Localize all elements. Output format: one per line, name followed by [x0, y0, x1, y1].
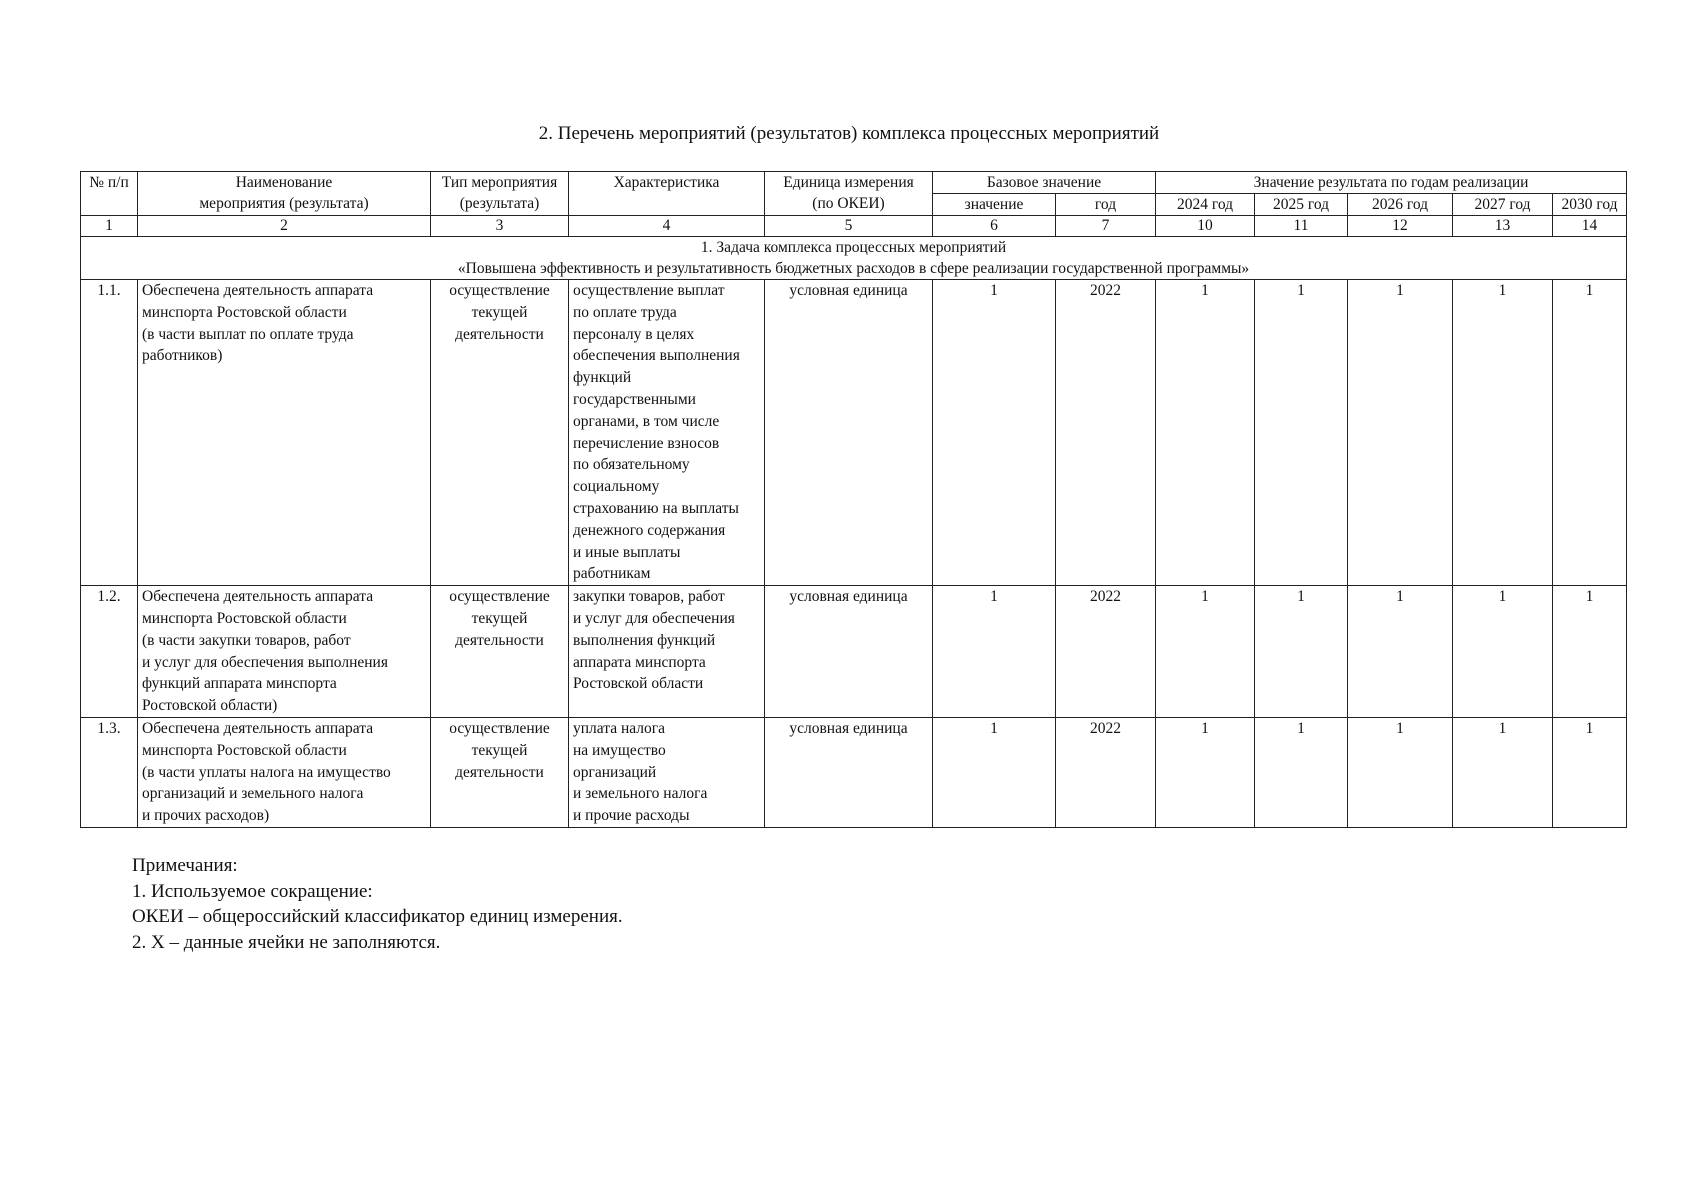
column-numbers-row	[81, 216, 1627, 237]
row-year-value: 1	[1553, 717, 1627, 827]
row-year-value: 1	[1453, 280, 1553, 586]
header-row-1	[81, 172, 1627, 194]
header-year: 2024 год	[1156, 194, 1255, 216]
column-number: 14	[1553, 216, 1627, 237]
activities-table	[80, 171, 1627, 828]
column-number: 1	[81, 216, 138, 237]
row-characteristic: уплата налога на имущество организаций и земельного налога и прочие расходы	[569, 717, 765, 827]
header-base: Базовое значение	[933, 172, 1156, 194]
column-number: 4	[569, 216, 765, 237]
column-number: 6	[933, 216, 1056, 237]
row-base-year: 2022	[1056, 280, 1156, 586]
row-name: Обеспечена деятельность аппарата минспорта Ростовской области (в части выплат по оплате труда работников)	[138, 280, 431, 586]
row-characteristic: осуществление выплат по оплате труда персоналу в целях обеспечения выполнения функций государственными органами, в том числе перечисление взносов по обязательному социальному страхованию на выплаты денежного содержания и иные выплаты работникам	[569, 280, 765, 586]
row-base-value: 1	[933, 717, 1056, 827]
row-year-value: 1	[1156, 280, 1255, 586]
row-number: 1.3.	[81, 717, 138, 827]
row-type: осуществление текущей деятельности	[431, 717, 569, 827]
note-item: ОКЕИ – общероссийский классификатор единиц измерения.	[132, 906, 623, 927]
header-base-year: год	[1056, 194, 1156, 216]
row-year-value: 1	[1348, 280, 1453, 586]
notes-heading: Примечания:	[132, 855, 238, 876]
header-characteristic: Характеристика	[569, 172, 765, 216]
row-base-value: 1	[933, 280, 1056, 586]
row-base-year: 2022	[1056, 586, 1156, 718]
row-year-value: 1	[1348, 717, 1453, 827]
row-year-value: 1	[1156, 586, 1255, 718]
header-num: № п/п	[81, 172, 138, 216]
table-row	[81, 717, 1627, 827]
task-heading: 1. Задача комплекса процессных мероприятий «Повышена эффективность и результативность бюджетных расходов в сфере реализации государственной программы»	[81, 237, 1627, 280]
header-unit: Единица измерения (по ОКЕИ)	[765, 172, 933, 216]
column-number: 12	[1348, 216, 1453, 237]
row-number: 1.1.	[81, 280, 138, 586]
column-number: 3	[431, 216, 569, 237]
row-name: Обеспечена деятельность аппарата минспорта Ростовской области (в части закупки товаров, работ и услуг для обеспечения выполнения функций аппарата минспорта Ростовской области)	[138, 586, 431, 718]
row-year-value: 1	[1255, 717, 1348, 827]
table-row	[81, 280, 1627, 586]
header-year: 2025 год	[1255, 194, 1348, 216]
column-number: 11	[1255, 216, 1348, 237]
header-year: 2027 год	[1453, 194, 1553, 216]
row-year-value: 1	[1553, 586, 1627, 718]
column-number: 10	[1156, 216, 1255, 237]
table-row	[81, 586, 1627, 718]
row-year-value: 1	[1156, 717, 1255, 827]
column-number: 2	[138, 216, 431, 237]
row-year-value: 1	[1255, 280, 1348, 586]
row-characteristic: закупки товаров, работ и услуг для обеспечения выполнения функций аппарата минспорта Ростовской области	[569, 586, 765, 718]
row-unit: условная единица	[765, 280, 933, 586]
row-year-value: 1	[1255, 586, 1348, 718]
column-number: 7	[1056, 216, 1156, 237]
header-base-value: значение	[933, 194, 1056, 216]
notes	[132, 853, 623, 955]
header-year: 2030 год	[1553, 194, 1627, 216]
column-number: 13	[1453, 216, 1553, 237]
row-year-value: 1	[1453, 586, 1553, 718]
page-title: 2. Перечень мероприятий (результатов) комплекса процессных мероприятий	[538, 123, 1160, 144]
row-base-value: 1	[933, 586, 1056, 718]
header-name: Наименование мероприятия (результата)	[138, 172, 431, 216]
header-type: Тип мероприятия (результата)	[431, 172, 569, 216]
task-row	[81, 237, 1627, 280]
column-number: 5	[765, 216, 933, 237]
row-type: осуществление текущей деятельности	[431, 280, 569, 586]
row-type: осуществление текущей деятельности	[431, 586, 569, 718]
row-base-year: 2022	[1056, 717, 1156, 827]
row-number: 1.2.	[81, 586, 138, 718]
row-unit: условная единица	[765, 717, 933, 827]
note-item: 1. Используемое сокращение:	[132, 880, 373, 902]
row-year-value: 1	[1348, 586, 1453, 718]
header-years-group: Значение результата по годам реализации	[1156, 172, 1627, 194]
note-item: 2. Х – данные ячейки не заполняются.	[132, 931, 441, 953]
row-name: Обеспечена деятельность аппарата минспорта Ростовской области (в части уплаты налога на имущество организаций и земельного налога и прочих расходов)	[138, 717, 431, 827]
row-year-value: 1	[1453, 717, 1553, 827]
row-unit: условная единица	[765, 586, 933, 718]
header-year: 2026 год	[1348, 194, 1453, 216]
row-year-value: 1	[1553, 280, 1627, 586]
